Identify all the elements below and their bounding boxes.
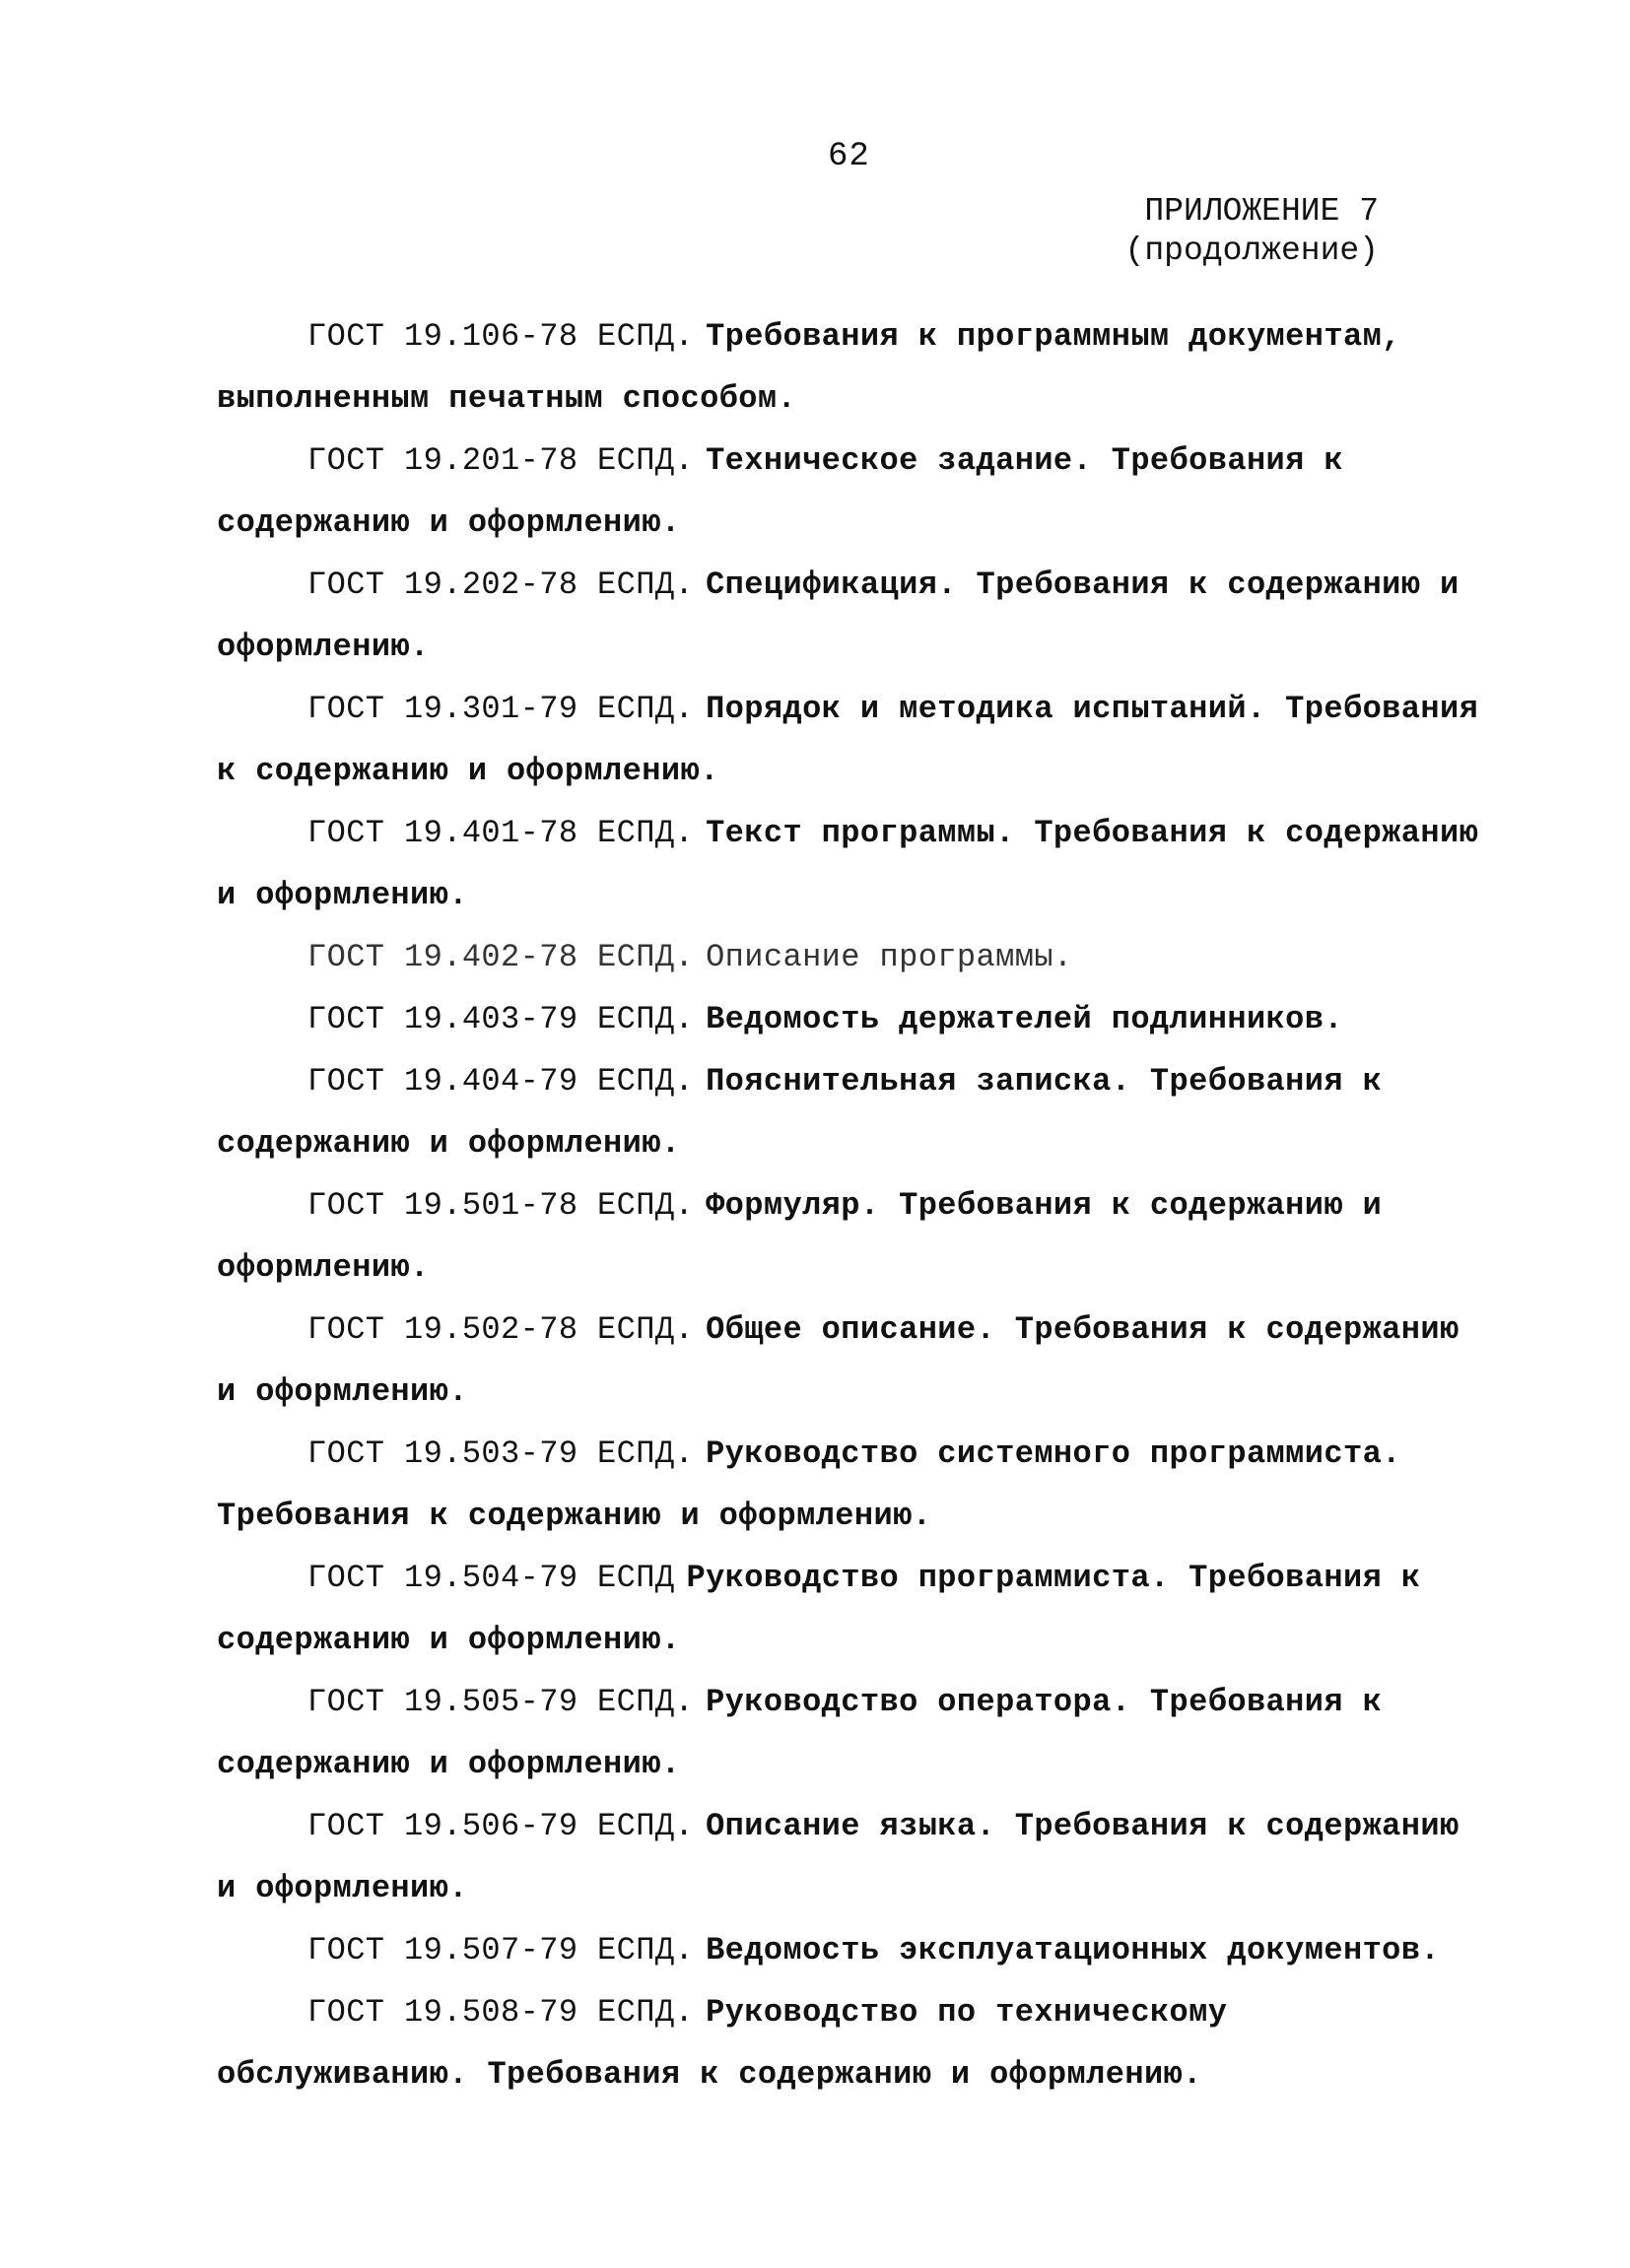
standard-title: Спецификация. Требования к содержанию и оформлению. (217, 567, 1460, 665)
standard-entry (217, 1795, 1488, 1919)
standard-code: ГОСТ 19.505-79 ЕСПД. (307, 1684, 695, 1720)
standard-code: ГОСТ 19.507-79 ЕСПД. (307, 1932, 695, 1968)
standard-entry (217, 554, 1488, 678)
standard-entry (217, 1671, 1488, 1795)
standard-entry (217, 1919, 1488, 1981)
standard-entry (217, 802, 1488, 926)
standard-entry (217, 678, 1488, 802)
standard-title: Ведомость держателей подлинников. (706, 1001, 1343, 1037)
standard-code: ГОСТ 19.401-78 ЕСПД. (307, 815, 695, 851)
page-number: 62 (828, 138, 870, 175)
standard-title: Руководство по техническому обслуживанию. Требования к содержанию и оформлению. (217, 1994, 1228, 2093)
standard-title: Ведомость эксплуатационных документов. (706, 1932, 1440, 1968)
standard-title: Формуляр. Требования к содержанию и оформлению. (217, 1187, 1383, 1286)
standard-title: Руководство программиста. Требования к содержанию и оформлению. (217, 1560, 1421, 1658)
standard-title: Требования к программным документам, выполненным печатным способом. (217, 318, 1401, 417)
appendix-title: ПРИЛОЖЕНИЕ 7 (1144, 193, 1379, 230)
appendix-note: (продолжение) (1124, 233, 1379, 269)
standard-title: Общее описание. Требования к содержанию и оформлению. (217, 1311, 1460, 1410)
standard-code: ГОСТ 19.403-79 ЕСПД. (307, 1001, 695, 1037)
standard-entry (217, 305, 1488, 430)
standard-code: ГОСТ 19.506-79 ЕСПД. (307, 1808, 695, 1844)
standard-title: Описание языка. Требования к содержанию и оформлению. (217, 1808, 1460, 1906)
standard-entry (217, 988, 1488, 1050)
standard-code: ГОСТ 19.502-78 ЕСПД. (307, 1311, 695, 1348)
standard-entry (217, 1547, 1488, 1671)
standard-title: Руководство системного программиста. Требования к содержанию и оформлению. (217, 1435, 1401, 1534)
standard-code: ГОСТ 19.201-78 ЕСПД. (307, 442, 695, 479)
standard-entry (217, 1981, 1488, 2105)
standard-title: Техническое задание. Требования к содержанию и оформлению. (217, 442, 1343, 541)
standard-entry (217, 1050, 1488, 1174)
appendix-heading (1125, 192, 1379, 271)
standard-code: ГОСТ 19.503-79 ЕСПД. (307, 1435, 695, 1472)
standard-title: Пояснительная записка. Требования к содержанию и оформлению. (217, 1063, 1383, 1162)
standard-code: ГОСТ 19.404-79 ЕСПД. (307, 1063, 695, 1100)
standard-code: ГОСТ 19.202-78 ЕСПД. (307, 567, 695, 603)
standard-code: ГОСТ 19.106-78 ЕСПД. (307, 318, 695, 355)
standard-entry (217, 1174, 1488, 1299)
standard-title: Текст программы. Требования к содержанию и оформлению. (217, 815, 1479, 913)
standard-code: ГОСТ 19.501-78 ЕСПД. (307, 1187, 695, 1224)
standard-entry (217, 1423, 1488, 1547)
standard-entry (217, 926, 1488, 988)
standard-title: Порядок и методика испытаний. Требования к содержанию и оформлению. (217, 691, 1479, 789)
standard-title: Описание программы. (706, 939, 1073, 975)
standard-entry (217, 1299, 1488, 1423)
standard-code: ГОСТ 19.301-79 ЕСПД. (307, 691, 695, 727)
standards-list (217, 305, 1488, 2105)
standard-code: ГОСТ 19.504-79 ЕСПД (307, 1560, 675, 1596)
standard-title: Руководство оператора. Требования к содержанию и оформлению. (217, 1684, 1383, 1782)
standard-entry (217, 430, 1488, 554)
standard-code: ГОСТ 19.508-79 ЕСПД. (307, 1994, 695, 2031)
standard-code: ГОСТ 19.402-78 ЕСПД. (307, 939, 695, 975)
